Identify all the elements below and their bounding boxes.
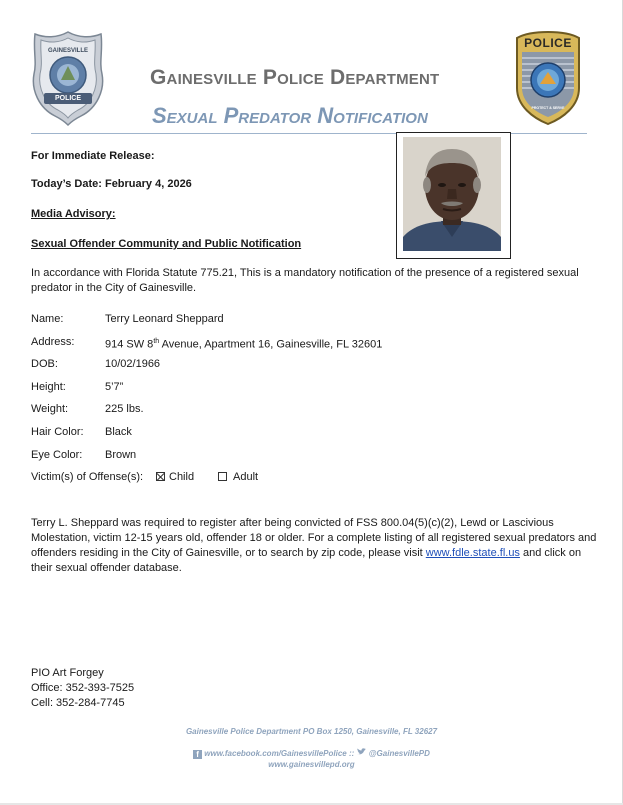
offender-photo [403,137,501,251]
footer-address: Gainesville Police Department PO Box 1250, Gainesville, FL 32627 [185,727,438,736]
conviction-line-2: Molestation, victim 12-15 years old, offender 18 or older. For a complete listing of all registered sexual predators and [31,532,597,544]
footer-social [0,748,623,759]
name-label: Name: [31,313,64,325]
pio-contact [31,666,134,711]
immediate-release-label: For Immediate Release: [31,150,155,162]
pio-name: PIO Art Forgey [31,667,104,679]
notification-section-title: Sexual Offender Community and Public Notification [31,238,302,250]
pio-office-phone: Office: 352-393-7525 [31,682,135,694]
notification-title: Sexual Predator Notification [152,103,428,128]
fdle-link[interactable]: www.fdle.state.fl.us [425,547,520,559]
statute-paragraph [31,266,611,296]
conviction-line-3-text: offenders residing in the City of Gainesville, or to search by zip code, please visit [31,547,426,559]
name-value: Terry Leonard Sheppard [105,313,224,325]
badge-bottom-text: POLICE [54,95,82,102]
patch-top-text: POLICE [524,36,572,50]
weight-value: 225 lbs. [105,403,144,415]
height-value: 5’7” [105,381,124,393]
dob-label: DOB: [31,358,58,370]
eye-color-label: Eye Color: [31,449,83,461]
conviction-line-4: their sexual offender database. [31,562,182,574]
footer-separator: :: [348,749,355,758]
todays-date-value: February 4, 2026 [104,178,192,190]
address-street-number: 914 SW 8 [105,338,154,351]
badge-top-text: GAINESVILLE [47,48,88,54]
pio-cell-phone: Cell: 352-284-7745 [31,697,125,709]
child-checkbox [156,472,165,481]
twitter-handle[interactable]: @GainesvillePD [368,749,430,758]
conviction-line-3-end: and click on [519,547,582,559]
todays-date-line [31,177,192,191]
height-label: Height: [31,381,66,393]
todays-date-label: Today’s Date: [31,178,102,190]
police-patch-badge [511,28,585,126]
conviction-line-3 [31,546,621,561]
victim-child-label: Child [169,471,195,483]
department-title: Gainesville Police Department [150,66,440,89]
address-ordinal: th [153,338,160,345]
address-label: Address: [31,336,75,348]
facebook-icon: f [193,750,202,759]
dob-value: 10/02/1966 [105,358,161,370]
victim-label: Victim(s) of Offense(s): [31,471,144,483]
weight-label: Weight: [31,403,69,415]
statute-line-1: In accordance with Florida Statute 775.21, This is a mandatory notification of the presence of a registered sexual [31,267,579,279]
address-rest: Avenue, Apartment 16, Gainesville, FL 32601 [159,338,383,351]
conviction-paragraph [31,516,621,576]
hair-color-value: Black [105,426,132,438]
facebook-link[interactable]: www.facebook.com/GainesvillePolice [204,749,347,758]
statute-line-2: predator in the City of Gainesville. [31,282,197,294]
footer-website[interactable]: www.gainesvillepd.org [268,760,355,769]
victim-adult-label: Adult [233,471,259,483]
media-advisory-label: Media Advisory: [31,208,116,220]
twitter-icon [357,748,367,756]
conviction-line-1: Terry L. Sheppard was required to register after being convicted of FSS 800.04(5)(c)(2), Lewd or Lascivious [31,517,554,529]
adult-checkbox [218,472,227,481]
victim-child-option [156,470,194,484]
hair-color-label: Hair Color: [31,426,84,438]
patch-motto-text: PROTECT & SERVE [531,106,565,110]
address-value [105,335,382,352]
eye-color-value: Brown [105,449,137,461]
gainesville-police-badge [31,30,105,126]
victim-adult-option [218,470,258,484]
